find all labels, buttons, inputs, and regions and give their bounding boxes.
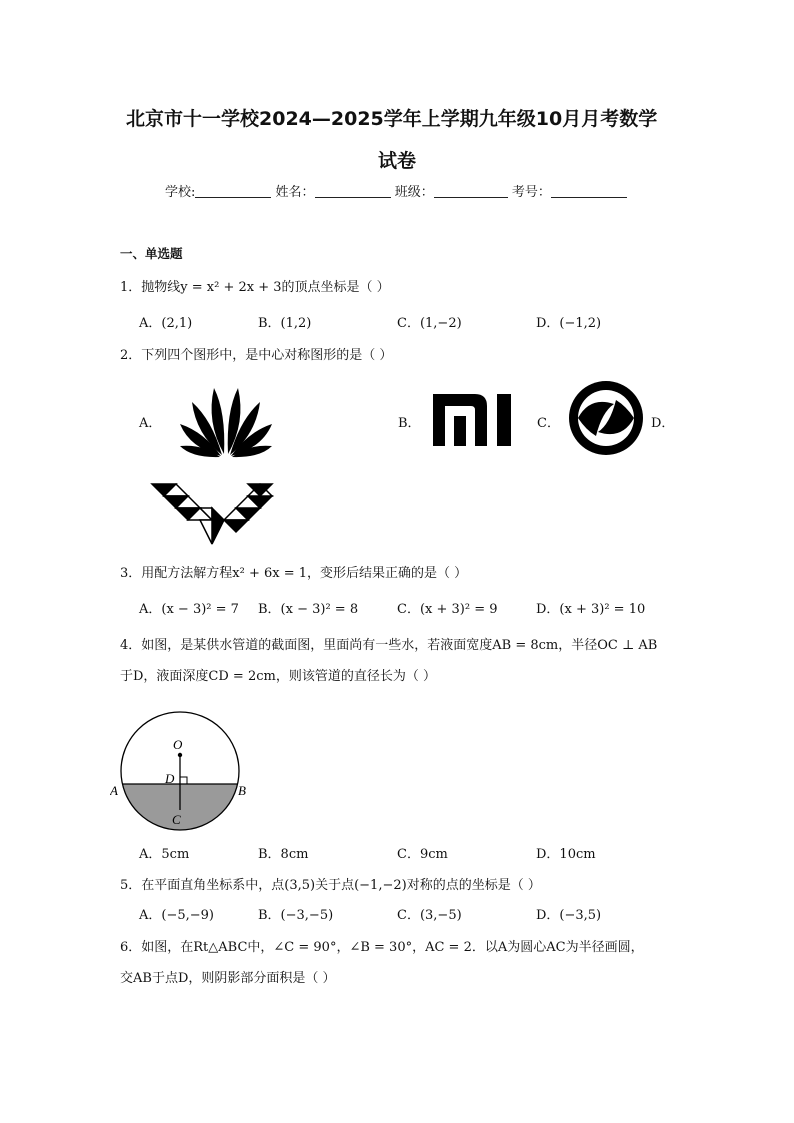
mi-logo-icon [433, 394, 515, 446]
question-5-option-d: D．(−3,5) [536, 908, 602, 923]
figure-label-o: O [173, 737, 183, 752]
class-blank[interactable] [434, 183, 508, 198]
question-1-option-a: A．(2,1) [139, 316, 193, 331]
question-4-stem-line2: 于D，液面深度CD = 2cm，则该管道的直径长为（ ） [120, 669, 436, 684]
id-label: 考号： [511, 185, 551, 200]
figure-label-d: D [165, 771, 175, 786]
question-5-option-b: B．(−3,−5) [258, 908, 334, 923]
class-label: 班级： [394, 185, 434, 200]
question-4-option-d: D．10cm [536, 847, 596, 862]
question-3-option-a: A．(x − 3)² = 7 [139, 602, 239, 617]
name-blank[interactable] [315, 183, 391, 198]
question-2-option-b: B． [398, 416, 421, 431]
question-4-option-a: A．5cm [139, 847, 190, 862]
question-1-stem: 1．抛物线y = x² + 2x + 3的顶点坐标是（ ） [120, 280, 390, 295]
question-4-option-c: C．9cm [397, 847, 448, 862]
student-info-line [165, 181, 627, 200]
name-label: 姓名： [275, 185, 315, 200]
section-heading: 一、单选题 [120, 246, 183, 261]
question-3-stem: 3．用配方法解方程x² + 6x = 1，变形后结果正确的是（ ） [120, 566, 468, 581]
triangle-v-logo-icon [150, 480, 276, 548]
question-3-option-d: D．(x + 3)² = 10 [536, 602, 646, 617]
question-3-option-b: B．(x − 3)² = 8 [258, 602, 359, 617]
question-5-option-c: C．(3,−5) [397, 908, 462, 923]
question-3-option-c: C．(x + 3)² = 9 [397, 602, 498, 617]
question-5-option-a: A．(−5,−9) [139, 908, 214, 923]
pipe-cross-section-figure [110, 696, 250, 832]
school-label: 学校: [165, 185, 196, 200]
question-5-stem: 5．在平面直角坐标系中，点(3,5)关于点(−1,−2)对称的点的坐标是（ ） [120, 878, 541, 893]
question-6-stem-line2: 交AB于点D，则阴影部分面积是（ ） [120, 971, 336, 986]
question-2-option-d: D． [651, 416, 675, 431]
exam-title-line1: 北京市十一学校2024—2025学年上学期九年级10月月考数学 [126, 108, 658, 130]
huawei-logo-icon [176, 382, 276, 458]
question-4-stem-line1: 4．如图，是某供水管道的截面图，里面尚有一些水，若液面宽度AB = 8cm，半径OC ⊥ AB [120, 638, 658, 653]
question-1-option-d: D．(−1,2) [536, 316, 602, 331]
figure-label-c: C [172, 812, 181, 827]
exam-title-line2: 试卷 [378, 150, 417, 172]
question-1-option-b: B．(1,2) [258, 316, 312, 331]
question-2-option-c: C． [537, 416, 560, 431]
question-2-stem: 2．下列四个图形中，是中心对称图形的是（ ） [120, 348, 393, 363]
circle-swirl-logo-icon [566, 378, 646, 458]
school-blank[interactable] [195, 183, 271, 198]
question-2-option-a: A． [139, 416, 162, 431]
question-4-option-b: B．8cm [258, 847, 309, 862]
question-1-option-c: C．(1,−2) [397, 316, 462, 331]
question-6-stem-line1: 6．如图，在Rt△ABC中，∠C = 90°，∠B = 30°，AC = 2．以A为圆心AC为半径画圆， [120, 940, 644, 955]
figure-label-b: B [238, 783, 246, 798]
figure-label-a: A [110, 783, 118, 798]
id-blank[interactable] [551, 183, 627, 198]
